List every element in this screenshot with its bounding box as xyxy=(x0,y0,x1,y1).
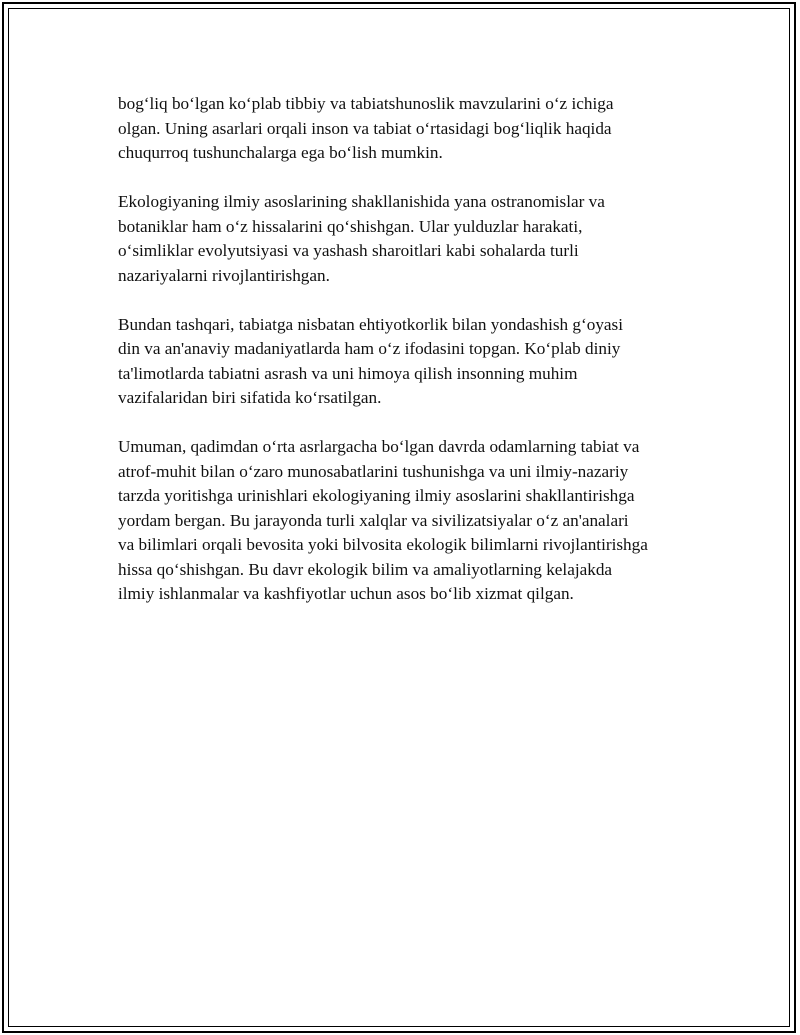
text-line: nazariyalarni rivojlantirishgan. xyxy=(118,265,330,285)
text-line: ta'limotlarda tabiatni asrash va uni himoya qilish insonning muhim xyxy=(118,363,578,383)
text-line: o‘simliklar evolyutsiyasi va yashash sharoitlari kabi sohalarda turli xyxy=(118,241,579,260)
text-line: Umuman, qadimdan o‘rta asrlargacha bo‘lgan davrda odamlarning tabiat va xyxy=(118,437,640,456)
text-line: Bundan tashqari, tabiatga nisbatan ehtiyotkorlik bilan yondashish g‘oyasi xyxy=(118,314,624,334)
text-line: hissa qo‘shishgan. Bu davr ekologik bilim va amaliyotlarning kelajakda xyxy=(118,559,613,579)
document-body xyxy=(118,92,698,631)
text-line: botaniklar ham o‘z hissalarini qo‘shishgan. Ular yulduzlar harakati, xyxy=(118,216,583,236)
paragraph-3 xyxy=(118,313,698,411)
paragraph-4 xyxy=(118,435,698,607)
text-line: ilmiy ishlanmalar va kashfiyotlar uchun asos bo‘lib xizmat qilgan. xyxy=(118,584,574,603)
paragraph-1 xyxy=(118,92,698,166)
text-line: tarzda yoritishga urinishlari ekologiyaning ilmiy asoslarini shakllantirishga xyxy=(118,486,635,505)
text-line: va bilimlari orqali bevosita yoki bilvosita ekologik bilimlarni rivojlantirishga xyxy=(118,535,648,554)
text-line: Ekologiyaning ilmiy asoslarining shakllanishida yana ostranomislar va xyxy=(118,192,605,211)
text-line: yordam bergan. Bu jarayonda turli xalqlar va sivilizatsiyalar o‘z an'analari xyxy=(118,510,629,530)
text-line: atrof-muhit bilan o‘zaro munosabatlarini tushunishga va uni ilmiy-nazariy xyxy=(118,461,629,481)
text-line: din va an'anaviy madaniyatlarda ham o‘z ifodasini topgan. Ko‘plab diniy xyxy=(118,339,621,358)
text-line: vazifalaridan biri sifatida ko‘rsatilgan. xyxy=(118,388,382,407)
text-line: bog‘liq bo‘lgan ko‘plab tibbiy va tabiatshunoslik mavzularini o‘z ichiga xyxy=(118,94,614,113)
text-line: chuqurroq tushunchalarga ega bo‘lish mumkin. xyxy=(118,143,443,162)
text-line: olgan. Uning asarlari orqali inson va tabiat o‘rtasidagi bog‘liqlik haqida xyxy=(118,118,612,138)
paragraph-2 xyxy=(118,190,698,288)
